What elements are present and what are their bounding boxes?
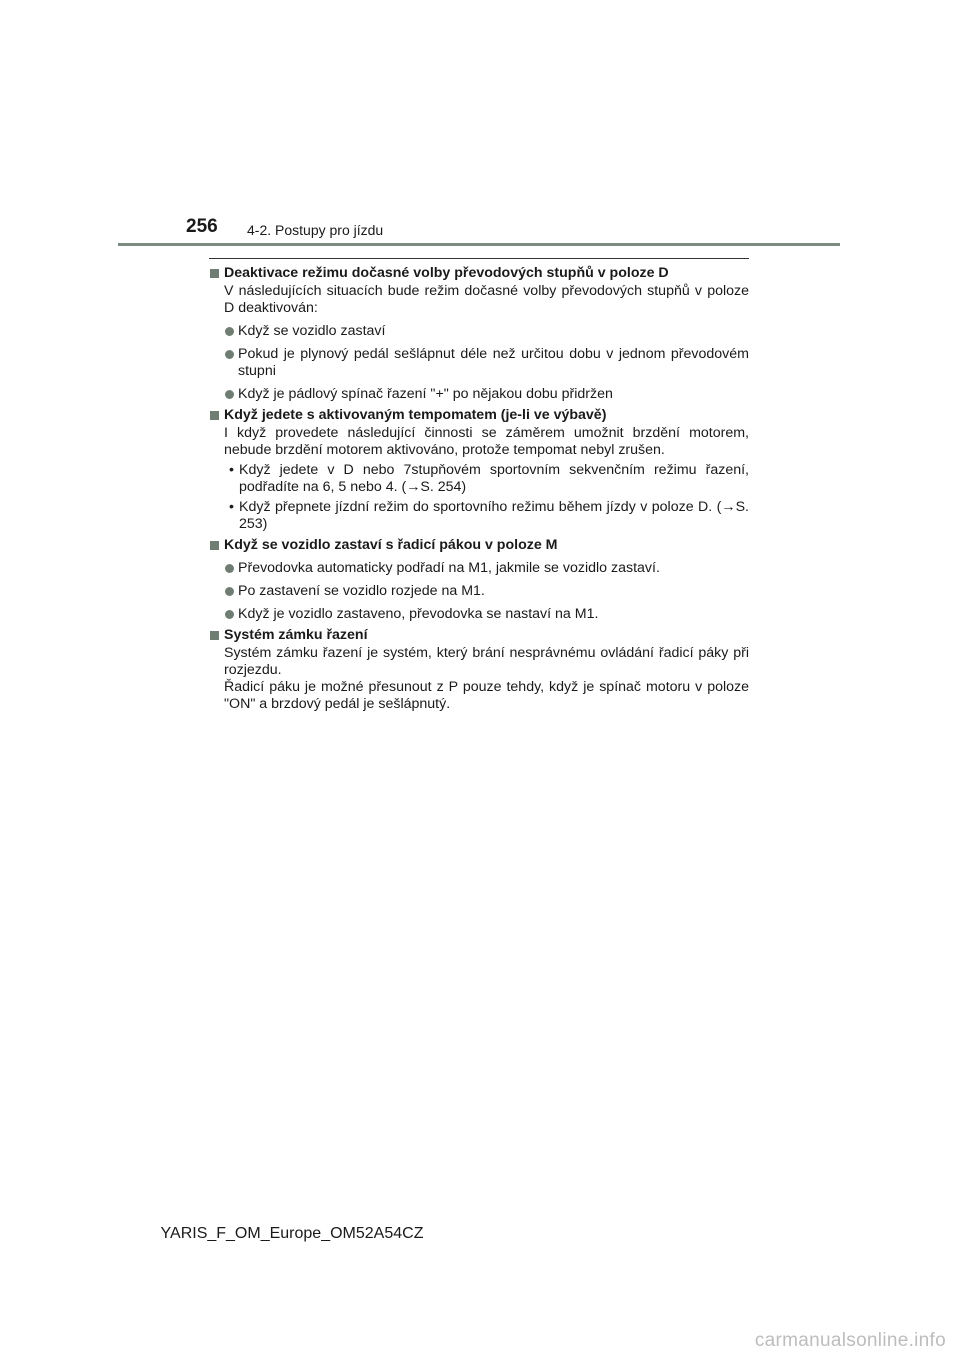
paragraph — [209, 283, 749, 317]
list-item — [209, 346, 749, 380]
list-item-text: Když je vozidlo zastaveno, převodovka se nastaví na M1. — [238, 606, 599, 622]
heading-text: Deaktivace režimu dočasné volby převodových stupňů v poloze D — [224, 265, 669, 281]
paragraph-text: I když provedete následující činnosti se záměrem umožnit brzdění motorem, nebude brzdění motorem aktivováno, protože tempomat nebyl zrušen. — [224, 425, 749, 458]
heading-text: Když jedete s aktivovaným tempomatem (je-li ve výbavě) — [224, 407, 607, 423]
heading-text: Když se vozidlo zastaví s řadicí pákou v poloze M — [224, 537, 558, 553]
content-body — [209, 258, 749, 713]
paragraph — [209, 645, 749, 679]
circle-bullet-icon — [225, 327, 234, 336]
square-bullet-icon — [210, 631, 219, 640]
list-item-text: Převodovka automaticky podřadí na M1, jakmile se vozidlo zastaví. — [238, 560, 660, 576]
paragraph-text: V následujících situacích bude režim dočasné volby převodových stupňů v poloze D deaktivován: — [224, 283, 749, 316]
circle-bullet-icon — [225, 390, 234, 399]
heading-text: Systém zámku řazení — [224, 627, 368, 643]
square-bullet-icon — [210, 541, 219, 550]
list-item-text: Pokud je plynový pedál sešlápnut déle než určitou dobu v jednom převodovém stupni — [238, 346, 749, 379]
blocks-container — [209, 265, 749, 713]
paragraph-text: Řadicí páku je možné přesunout z P pouze tehdy, když je spínač motoru v poloze "ON" a brzdový pedál je sešlápnutý. — [224, 679, 749, 712]
list-item-text: Když je pádlový spínač řazení "+" po nějakou dobu přidržen — [238, 386, 613, 402]
sub-list-item — [209, 499, 749, 533]
list-item — [209, 560, 749, 577]
circle-bullet-icon — [225, 587, 234, 596]
list-item — [209, 606, 749, 623]
list-item — [209, 583, 749, 600]
dot-marker-icon: • — [229, 499, 234, 515]
square-bullet-icon — [210, 411, 219, 420]
watermark[interactable]: carmanualsonline.info — [754, 1330, 946, 1351]
circle-bullet-icon — [225, 564, 234, 573]
paragraph — [209, 679, 749, 713]
sub-list-item-text: Když přepnete jízdní režim do sportovního režimu během jízdy v poloze D. (→S. 253) — [239, 499, 749, 532]
section-heading — [209, 537, 749, 554]
page-number: 256 — [186, 216, 218, 237]
square-bullet-icon — [210, 269, 219, 278]
list-item-text: Když se vozidlo zastaví — [238, 323, 386, 339]
section-heading — [209, 627, 749, 644]
section-heading — [209, 265, 749, 282]
list-item — [209, 323, 749, 340]
document-code: YARIS_F_OM_Europe_OM52A54CZ — [160, 1225, 424, 1242]
content-top-divider — [209, 258, 749, 259]
circle-bullet-icon — [225, 610, 234, 619]
page-header — [0, 0, 960, 250]
header-divider — [118, 243, 840, 246]
sub-list-item — [209, 462, 749, 496]
list-item — [209, 386, 749, 403]
circle-bullet-icon — [225, 350, 234, 359]
sub-list-item-text: Když jedete v D nebo 7stupňovém sportovním sekvenčním režimu řazení, podřadíte na 6, 5 nebo 4. (→S. 254) — [239, 462, 749, 495]
section-title: 4-2. Postupy pro jízdu — [247, 222, 384, 238]
dot-marker-icon: • — [229, 462, 234, 478]
paragraph — [209, 425, 749, 459]
section-heading — [209, 407, 749, 424]
paragraph-text: Systém zámku řazení je systém, který brání nesprávnému ovládání řadicí páky při rozjezdu. — [224, 645, 749, 678]
list-item-text: Po zastavení se vozidlo rozjede na M1. — [238, 583, 485, 599]
